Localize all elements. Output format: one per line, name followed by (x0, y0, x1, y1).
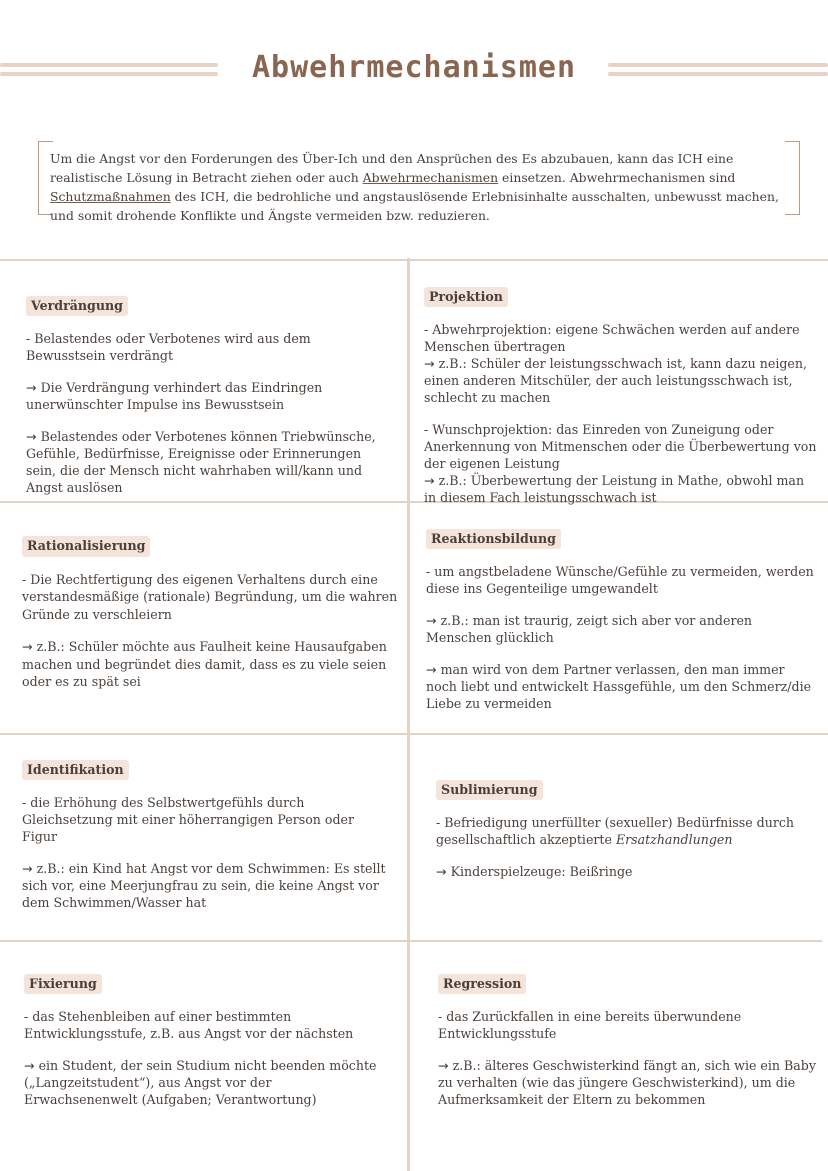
section-reaktionsbildung (426, 529, 818, 712)
paragraph: - das Zurückfallen in eine bereits überwundene Entwicklungsstufe (438, 1009, 742, 1041)
arrow-icon: → (424, 473, 435, 488)
paragraph: → Die Verdrängung verhindert das Eindringen unerwünschter Impulse ins Bewusstsein (26, 380, 323, 412)
section-title: Reaktionsbildung (426, 529, 561, 549)
paragraph: - Abwehrprojektion: eigene Schwächen werden auf andere Menschen übertragen → z.B.: Schüler der leistungsschwach ist, kann dazu neigen, einen anderen Mitschüler, der auch leistungsschwach ist, schlecht zu machen (424, 322, 807, 405)
arrow-icon: → (426, 662, 437, 677)
grid-line-3 (0, 733, 828, 735)
section-title: Regression (438, 974, 526, 994)
section-title: Rationalisierung (22, 536, 150, 557)
section-title: Sublimierung (436, 780, 543, 800)
arrow-icon: → (424, 356, 435, 371)
paragraph: → man wird von dem Partner verlassen, den man immer noch liebt und entwickelt Hassgefühle, um den Schmerz/die Liebe zu vermeiden (426, 662, 812, 711)
section-fixierung (24, 974, 388, 1108)
arrow-icon: → (24, 1058, 35, 1073)
arrow-icon: → (22, 639, 33, 654)
paragraph: - das Stehenbleiben auf einer bestimmten Entwicklungsstufe, z.B. aus Angst vor der nächsten (24, 1009, 354, 1041)
paragraph: - die Erhöhung des Selbstwertgefühls durch Gleichsetzung mit einer höherrangigen Person oder Figur (22, 795, 355, 844)
paragraph: - Befriedigung unerfüllter (sexueller) Bedürfnisse durch gesellschaftlich akzeptierte Ersatzhandlungen (436, 815, 795, 847)
section-title: Identifikation (22, 760, 129, 780)
section-sublimierung (436, 780, 820, 880)
arrow-icon: → (26, 429, 37, 444)
paragraph: - um angstbeladene Wünsche/Gefühle zu vermeiden, werden diese ins Gegenteilige umgewandelt (426, 564, 814, 596)
abwehrmechanismen-link: Abwehrmechanismen (362, 170, 499, 185)
grid-line-vertical (407, 258, 410, 1171)
intro-text: Um die Angst vor den Forderungen des Über-Ich und den Ansprüchen des Es abzubauen, kann das ICH eine realistische Lösung in Betracht ziehen oder auch Abwehrmechanismen einsetzen. Abwehrmechanismen sind Schutzmaßnahmen des ICH, die bedrohliche und angstauslösende Erlebnisinhalte ausschalten, unbewusst machen, und somit drohende Konflikte und Ängste vermeiden bzw. reduzieren. (50, 151, 779, 223)
arrow-icon: → (438, 1058, 449, 1073)
grid-line-4 (0, 940, 822, 942)
paragraph: → z.B.: ein Kind hat Angst vor dem Schwimmen: Es stellt sich vor, eine Meerjungfrau zu sein, die keine Angst vor dem Schwimmen/Wasser hat (22, 861, 386, 910)
schutzmassnahmen-link: Schutzmaßnahmen (50, 189, 171, 204)
paragraph: → z.B.: Schüler möchte aus Faulheit keine Hausaufgaben machen und begründet dies damit, dass es zu viele seien oder es zu spät sei (22, 639, 387, 689)
paragraph: → z.B.: man ist traurig, zeigt sich aber vor anderen Menschen glücklich (426, 613, 753, 645)
paragraph: - Belastendes oder Verbotenes wird aus dem Bewusstsein verdrängt (26, 331, 311, 363)
section-regression (438, 974, 818, 1108)
section-identifikation (22, 760, 392, 911)
paragraph: → Belastendes oder Verbotenes können Triebwünsche, Gefühle, Bedürfnisse, Ereignisse oder Erinnerungen sein, die der Mensch nicht wahrhaben will/kann und Angst auslösen (26, 429, 376, 495)
arrow-icon: → (26, 380, 37, 395)
page-title: Abwehrmechanismen (0, 50, 828, 85)
section-title: Verdrängung (26, 296, 128, 316)
paragraph: → Kinderspielzeuge: Beißringe (436, 864, 633, 879)
section-title: Projektion (424, 287, 508, 307)
arrow-icon: → (436, 864, 447, 879)
paragraph: - Die Rechtfertigung des eigenen Verhaltens durch eine verstandesmäßige (rationale) Begründung, um die wahren Gründe zu verschleiern (22, 571, 398, 622)
intro-box (38, 141, 800, 223)
arrow-icon: → (426, 613, 437, 628)
section-verdraengung (26, 296, 392, 496)
paragraph: → z.B.: älteres Geschwisterkind fängt an, sich wie ein Baby zu verhalten (wie das jüngere Geschwisterkind), um die Aufmerksamkeit der Eltern zu bekommen (438, 1058, 816, 1107)
arrow-icon: → (22, 861, 33, 876)
section-projektion (424, 287, 820, 506)
section-rationalisierung (22, 536, 398, 691)
section-title: Fixierung (24, 974, 102, 994)
grid-line-1 (0, 259, 828, 261)
paragraph: → ein Student, der sein Studium nicht beenden möchte („Langzeitstudent“), aus Angst vor der Erwachsenenwelt (Aufgaben; Verantwortung) (24, 1058, 377, 1107)
paragraph: - Wunschprojektion: das Einreden von Zuneigung oder Anerkennung von Mitmenschen oder die Überbewertung von der eigenen Leistung → z.B.: Überbewertung der Leistung in Mathe, obwohl man in diesem Fach leistungsschwach ist (424, 422, 817, 505)
